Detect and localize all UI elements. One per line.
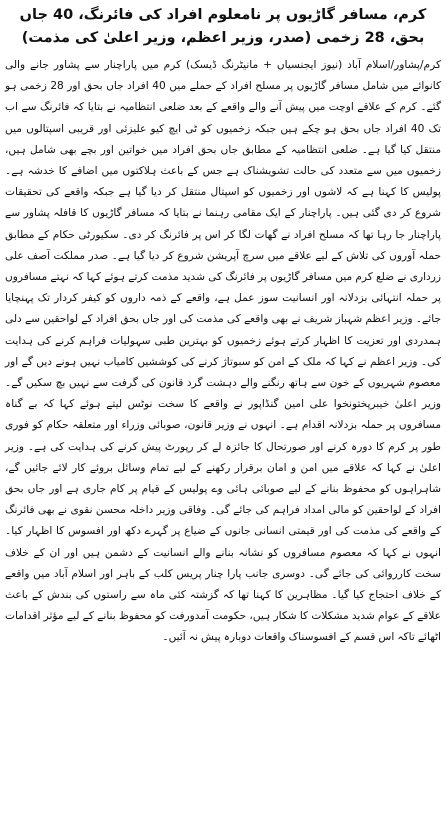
body-paragraph: کرم/پشاور/اسلام آباد (نیوز ایجنسیاں + مانیٹرنگ ڈیسک) کرم میں پاراچنار سے پشاور جانے والی کانوائے میں شامل مسافر گاڑیوں پر مسلح افراد کے حملے میں 40 افراد جاں بحق اور 28 زخمی ہو گئے۔: [5, 59, 441, 114]
body-paragraph: وزیر اعظم شہباز شریف نے بھی واقعے کی مذمت کی اور جاں بحق افراد کے لواحقین سے دلی ہمدردی اور تعزیت کا اظہار کرتے ہوئے زخمیوں کو بہترین طبی سہولیات فراہم کرنے کی ہدایت کی۔ وزیر اعظم نے کہا کہ ملک کے امن کو سبوتاژ کرنے کی کوششیں کامیاب نہیں ہونے دیں گے اور معصوم شہریوں کے خون سے ہاتھ رنگنے والے دہشت گرد قانون کی گرفت سے نہیں بچ سکیں گے۔: [5, 313, 441, 390]
body-paragraph: پاراچنار کے ایک مقامی رہنما نے بتایا کہ مسافر گاڑیوں کا قافلہ پشاور سے پاراچنار جا رہا تھا کہ مسلح افراد نے گھات لگا کر اس پر فائرنگ کر دی۔ سکیورٹی حکام کے مطابق حملہ آوروں کی تلاش کے لیے علاقے میں سرچ آپریشن شروع کر دیا گیا ہے۔: [5, 207, 441, 262]
body-paragraph: دوسری جانب پارا چنار پریس کلب کے باہر اور اسلام آباد میں واقعے کے خلاف احتجاج کیا گیا۔ مظاہرین کا کہنا تھا کہ گزشتہ کئی ماہ سے راستوں کی بندش کے باعث علاقے کے عوام شدید مشکلات کا شکار ہیں، حکومت آمدورفت کو محفوظ بنانے کے لیے مؤثر اقدامات اٹھائے تاکہ اس قسم کے افسوسناک واقعات دوبارہ پیش نہ آئیں۔: [5, 567, 441, 644]
headline: کرم، مسافر گاڑیوں پر نامعلوم افراد کی فائرنگ، 40 جاں بحق، 28 زخمی (صدر، وزیر اعظم، وزیر اعلیٰ کی مذمت): [19, 7, 427, 46]
body-paragraph: کرم کے علاقے اوچت میں پیش آنے والے واقعے کے بعد ضلعی انتظامیہ نے بتایا کہ فائرنگ سے اب تک 40 افراد جاں بحق ہو چکے ہیں جبکہ زخمیوں کو ٹی ایچ کیو علیزئی اور قریبی اسپتالوں میں منتقل کیا گیا ہے۔: [5, 101, 442, 156]
article-body: [5, 55, 441, 649]
body-paragraph: وزیر اعلیٰ نے کہا کہ علاقے میں امن و امان برقرار رکھنے کے لیے تمام وسائل بروئے کار لائے جائیں گے، شاہراہوں کو محفوظ بنانے کے لیے صوبائی ہائی وے پولیس کے قیام پر کام جاری ہے اور جاں بحق افراد کے لواحقین کو مالی امداد فراہم کی جائے گی۔: [5, 440, 441, 517]
body-paragraph: وفاقی وزیر داخلہ محسن نقوی نے بھی فائرنگ کے واقعے کی مذمت کی اور قیمتی انسانی جانوں کے ضیاع پر گہرے دکھ اور افسوس کا اظہار کیا۔ انہوں نے کہا کہ معصوم مسافروں کو نشانہ بنانے والے انسانیت کے دشمن ہیں اور ان کے خلاف سخت کارروائی کی جائے گی۔: [5, 504, 441, 580]
body-paragraph: ضلعی انتظامیہ کے مطابق جاں بحق افراد میں خواتین اور بچے بھی شامل ہیں، زخمیوں میں سے متعدد کی حالت تشویشناک ہے جس کے باعث ہلاکتوں میں اضافے کا خدشہ ہے۔ پولیس کا کہنا ہے کہ لاشوں اور زخمیوں کو اسپتال منتقل کر دیا گیا ہے جبکہ واقعے کی تحقیقات شروع کر دی گئی ہیں۔: [5, 143, 441, 220]
body-paragraph: صدر مملکت آصف علی زرداری نے ضلع کرم میں مسافر گاڑیوں پر فائرنگ کی شدید مذمت کرتے ہوئے کہا کہ نہتے مسافروں پر حملہ انتہائی بزدلانہ اور انسانیت سوز عمل ہے، واقعے کے ذمہ داروں کو کیفر کردار تک پہنچایا جائے۔: [5, 249, 441, 326]
body-paragraph: وزیر اعلیٰ خیبرپختونخوا علی امین گنڈاپور نے واقعے کا سخت نوٹس لیتے ہوئے کہا کہ بے گناہ مسافروں پر حملہ بزدلانہ اقدام ہے۔ انہوں نے وزیر قانون، صوبائی وزراء اور متعلقہ حکام کو فوری طور پر کرم کا دورہ کرنے اور صورتحال کا جائزہ لے کر رپورٹ پیش کرنے کی ہدایت کی ہے۔: [5, 398, 441, 453]
